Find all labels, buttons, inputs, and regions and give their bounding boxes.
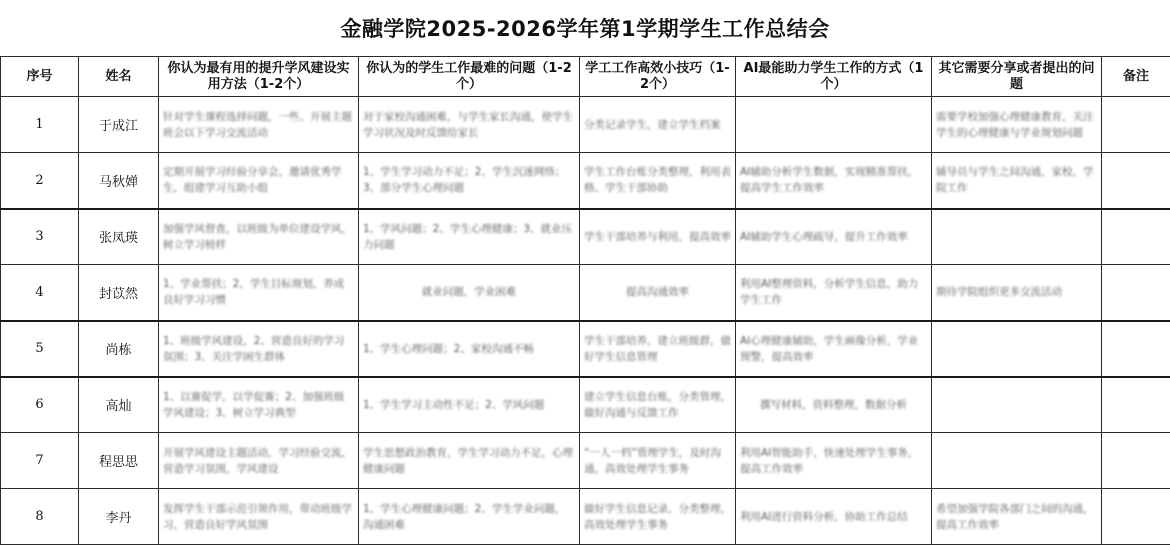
cell-other-issues xyxy=(932,433,1102,489)
cell-other-issues: 期待学院组织更多交流活动 xyxy=(932,265,1102,321)
cell-study-methods: 1、以赛促学，以学促赛；2、加强班级学风建设；3、树立学习典型 xyxy=(159,377,359,433)
cell-hardest-problems: 1、学生学习动力不足；2、学生沉迷网络；3、部分学生心理问题 xyxy=(359,153,580,209)
header-remarks: 备注 xyxy=(1102,57,1170,97)
table-row xyxy=(1,433,1170,489)
cell-ai-help: 撰写材料，资料整理，数据分析 xyxy=(736,377,932,433)
header-name: 姓名 xyxy=(79,57,159,97)
header-ai-help: AI最能助力学生工作的方式（1个） xyxy=(736,57,932,97)
header-index: 序号 xyxy=(1,57,79,97)
cell-efficiency-tips: 建立学生信息台账，分类管理，做好沟通与反馈工作 xyxy=(580,377,736,433)
cell-hardest-problems: 1、学生学习主动性不足；2、学风问题 xyxy=(359,377,580,433)
table-row xyxy=(1,97,1170,153)
cell-remarks xyxy=(1102,153,1170,209)
cell-name: 张凤瑛 xyxy=(79,209,159,265)
cell-ai-help xyxy=(736,97,932,153)
table-row xyxy=(1,377,1170,433)
cell-ai-help: 利用AI整理资料，分析学生信息，助力学生工作 xyxy=(736,265,932,321)
cell-remarks xyxy=(1102,377,1170,433)
cell-remarks xyxy=(1102,489,1170,545)
table-row xyxy=(1,153,1170,209)
table-row xyxy=(1,489,1170,545)
cell-other-issues: 希望加强学院各部门之间的沟通，提高工作效率 xyxy=(932,489,1102,545)
cell-other-issues xyxy=(932,377,1102,433)
cell-study-methods: 加强学风督查，以班级为单位建设学风，树立学习榜样 xyxy=(159,209,359,265)
cell-name: 于成江 xyxy=(79,97,159,153)
table-row xyxy=(1,265,1170,321)
cell-remarks xyxy=(1102,97,1170,153)
sheet-title: 金融学院2025-2026学年第1学期学生工作总结会 xyxy=(0,0,1170,56)
cell-remarks xyxy=(1102,321,1170,377)
cell-efficiency-tips: 学生工作台账分类整理，利用表格、学生干部协助 xyxy=(580,153,736,209)
cell-remarks xyxy=(1102,433,1170,489)
cell-ai-help: AI辅助分析学生数据，实现精准帮扶，提高学生工作效率 xyxy=(736,153,932,209)
cell-name: 封苡然 xyxy=(79,265,159,321)
cell-hardest-problems: 就业问题，学业困难 xyxy=(359,265,580,321)
header-study-methods: 你认为最有用的提升学风建设实用方法（1-2个） xyxy=(159,57,359,97)
cell-index: 4 xyxy=(1,265,79,321)
cell-index: 7 xyxy=(1,433,79,489)
cell-hardest-problems: 1、学生心理问题；2、家校沟通不畅 xyxy=(359,321,580,377)
cell-index: 8 xyxy=(1,489,79,545)
cell-index: 3 xyxy=(1,209,79,265)
cell-study-methods: 发挥学生干部示范引领作用，带动班级学习，营造良好学风氛围 xyxy=(159,489,359,545)
table-row xyxy=(1,321,1170,377)
cell-name: 李丹 xyxy=(79,489,159,545)
header-row xyxy=(1,57,1170,97)
cell-other-issues xyxy=(932,209,1102,265)
header-hardest-problems: 你认为的学生工作最难的问题（1-2个） xyxy=(359,57,580,97)
cell-study-methods: 1、学业帮扶；2、学生目标规划，养成良好学习习惯 xyxy=(159,265,359,321)
cell-hardest-problems: 1、学风问题；2、学生心理健康；3、就业压力问题 xyxy=(359,209,580,265)
cell-name: 程思思 xyxy=(79,433,159,489)
cell-ai-help: AI心理健康辅助，学生画像分析，学业预警，提高效率 xyxy=(736,321,932,377)
cell-hardest-problems: 学生思想政治教育，学生学习动力不足，心理健康问题 xyxy=(359,433,580,489)
cell-efficiency-tips: 学生干部培养与利用，提高效率 xyxy=(580,209,736,265)
cell-ai-help: AI辅助学生心理疏导，提升工作效率 xyxy=(736,209,932,265)
cell-name: 尚栋 xyxy=(79,321,159,377)
cell-hardest-problems: 对于家校沟通困难，与学生家长沟通，使学生学习状况及时反馈给家长 xyxy=(359,97,580,153)
cell-ai-help: 利用AI进行资料分析，协助工作总结 xyxy=(736,489,932,545)
cell-efficiency-tips: 提高沟通效率 xyxy=(580,265,736,321)
header-efficiency-tips: 学工工作高效小技巧（1-2个） xyxy=(580,57,736,97)
cell-index: 1 xyxy=(1,97,79,153)
cell-name: 高灿 xyxy=(79,377,159,433)
cell-index: 2 xyxy=(1,153,79,209)
cell-efficiency-tips: “一人一档”管理学生，及时沟通，高效处理学生事务 xyxy=(580,433,736,489)
cell-efficiency-tips: 分类记录学生，建立学生档案 xyxy=(580,97,736,153)
cell-study-methods: 针对学生课程选择问题，一些、开展主题班会以下学习交流活动 xyxy=(159,97,359,153)
cell-study-methods: 开展学风建设主题活动，学习经验交流，营造学习氛围，学风建设 xyxy=(159,433,359,489)
cell-other-issues xyxy=(932,321,1102,377)
summary-table xyxy=(0,56,1170,545)
cell-other-issues: 辅导员与学生之间沟通，家校，学院工作 xyxy=(932,153,1102,209)
cell-name: 马秋婵 xyxy=(79,153,159,209)
cell-hardest-problems: 1、学生心理健康问题；2、学生学业问题，沟通困难 xyxy=(359,489,580,545)
cell-other-issues: 需要学校加强心理健康教育，关注学生的心理健康与学业规划问题 xyxy=(932,97,1102,153)
cell-index: 5 xyxy=(1,321,79,377)
cell-study-methods: 定期开展学习经验分享会，邀请优秀学生，组建学习互助小组 xyxy=(159,153,359,209)
cell-efficiency-tips: 做好学生信息记录，分类整理，高效处理学生事务 xyxy=(580,489,736,545)
cell-index: 6 xyxy=(1,377,79,433)
cell-remarks xyxy=(1102,265,1170,321)
cell-study-methods: 1、班级学风建设，2、营造良好的学习氛围；3、关注学困生群体 xyxy=(159,321,359,377)
cell-ai-help: 利用AI智能助手，快速处理学生事务，提高工作效率 xyxy=(736,433,932,489)
cell-efficiency-tips: 学生干部培养，建立班级群，做好学生信息管理 xyxy=(580,321,736,377)
table-row xyxy=(1,209,1170,265)
header-other-issues: 其它需要分享或者提出的问题 xyxy=(932,57,1102,97)
cell-remarks xyxy=(1102,209,1170,265)
